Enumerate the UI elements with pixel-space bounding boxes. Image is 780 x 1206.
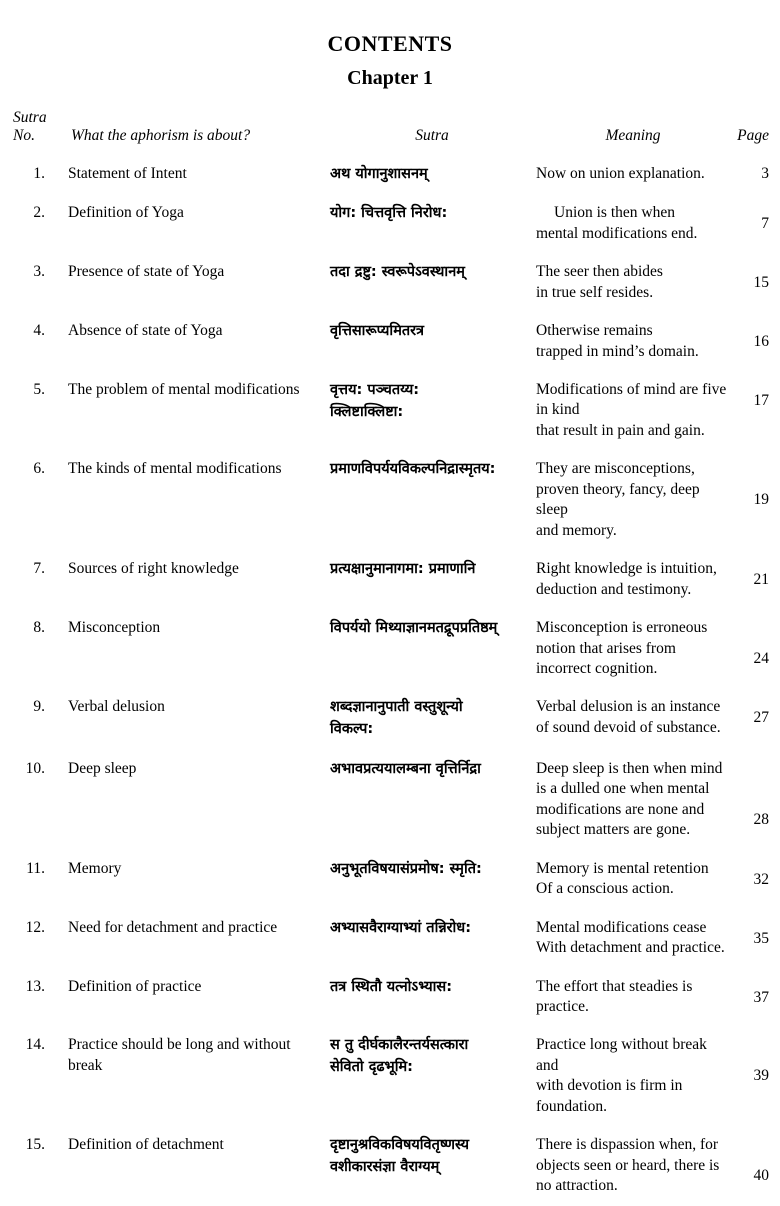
cell-sutra-text	[329, 194, 535, 253]
cell-page-number: 32	[753, 870, 769, 888]
table-row[interactable]	[9, 253, 771, 312]
meaning-line: in true self resides.	[536, 283, 654, 301]
cell-page-number: 39	[753, 1067, 769, 1085]
cell-meaning	[535, 155, 731, 195]
sutra-line: सेविताे दृढभूमि:	[330, 1059, 413, 1076]
table-row[interactable]	[9, 688, 771, 750]
meaning-line: practice.	[536, 997, 589, 1015]
sutra-line: विकल्प:	[330, 721, 374, 738]
table-row[interactable]	[9, 550, 771, 609]
meaning-line: There is dispassion when, for	[536, 1136, 719, 1154]
meaning-line: The seer then abides	[536, 263, 663, 281]
cell-meaning	[535, 550, 731, 609]
cell-sutra-text	[329, 968, 535, 1027]
column-header-page: Page	[737, 126, 769, 144]
cell-sutra-number: 3.	[33, 263, 45, 281]
cell-page-number: 19	[753, 491, 769, 509]
cell-sutra-text	[329, 850, 535, 909]
cell-page-number: 35	[753, 929, 769, 947]
cell-sutra-number: 14.	[25, 1036, 45, 1054]
cell-about: Practice should be long and without break	[68, 1036, 291, 1074]
sutra-line: वृत्तय: पञ्चतय्य:	[330, 381, 420, 398]
sutra-line: वशीकारसंज्ञा वैराग्यम्	[330, 1159, 440, 1175]
cell-page-number: 17	[753, 391, 769, 409]
cell-meaning	[535, 450, 731, 550]
cell-meaning	[535, 609, 731, 688]
table-row[interactable]	[9, 968, 771, 1027]
cell-page-number: 16	[753, 333, 769, 351]
cell-sutra-number: 4.	[33, 322, 45, 340]
meaning-line: Modifications of mind are five in kind	[536, 380, 727, 419]
cell-sutra-text	[329, 155, 535, 195]
sutra-line: योग: चित्तवृत्ति निरोध:	[330, 205, 448, 222]
meaning-line: with devotion is firm in	[536, 1077, 683, 1095]
cell-about: The problem of mental modifications	[68, 380, 300, 398]
cell-about: Definition of practice	[68, 977, 202, 995]
sutra-line: अथ योगानुशासनम्	[330, 165, 428, 182]
table-header	[9, 109, 771, 155]
meaning-line: Now on union explanation.	[536, 164, 705, 182]
cell-sutra-number: 5.	[33, 380, 45, 398]
page-title: CONTENTS	[327, 31, 453, 56]
cell-meaning	[535, 194, 731, 253]
table-row[interactable]	[9, 450, 771, 550]
cell-sutra-number: 13.	[25, 977, 45, 995]
cell-sutra-text	[329, 371, 535, 450]
meaning-line: and memory.	[536, 521, 617, 539]
meaning-line: Mental modifications cease	[536, 918, 707, 936]
cell-about: Need for detachment and practice	[68, 918, 278, 936]
cell-sutra-text	[329, 253, 535, 312]
cell-about: The kinds of mental modifications	[68, 460, 282, 478]
cell-page-number: 21	[753, 571, 769, 589]
cell-sutra-text	[329, 312, 535, 371]
cell-about: Memory	[68, 859, 122, 877]
meaning-line: objects seen or heard, there is	[536, 1156, 720, 1174]
meaning-line: Otherwise remains	[536, 322, 653, 340]
cell-page-number: 7	[761, 215, 769, 233]
cell-sutra-number: 12.	[25, 918, 45, 936]
cell-sutra-text	[329, 609, 535, 688]
meaning-line: Memory is mental retention	[536, 859, 709, 877]
cell-about: Verbal delusion	[68, 698, 165, 716]
cell-sutra-text	[329, 1026, 535, 1126]
table-row[interactable]	[9, 850, 771, 909]
cell-page-number: 15	[753, 274, 769, 292]
table-row[interactable]	[9, 750, 771, 850]
cell-sutra-number: 6.	[33, 460, 45, 478]
table-row[interactable]	[9, 909, 771, 968]
cell-sutra-number: 15.	[25, 1136, 45, 1154]
sutra-line: अभावप्रत्ययालम्बना वृत्तिर्निद्रा	[330, 760, 481, 777]
sutra-line: शब्दज्ञानानुपाती वस्तुशून्यो	[330, 699, 463, 716]
cell-meaning	[535, 968, 731, 1027]
cell-about: Presence of state of Yoga	[68, 263, 225, 281]
contents-table	[9, 109, 771, 1206]
cell-page-number: 27	[753, 709, 769, 727]
sutra-line: प्रत्यक्षानुमानागमा: प्रमाणानि	[330, 561, 476, 578]
cell-page-number: 28	[753, 810, 769, 828]
sutra-line: प्रमाणविपर्ययविकल्पनिद्रास्मृतय:	[330, 461, 496, 478]
sutra-line: स तु दीर्घकालैरन्तर्यसत्कारा	[330, 1037, 469, 1054]
cell-sutra-text	[329, 1126, 535, 1205]
cell-meaning	[535, 371, 731, 450]
sutra-line: क्लिष्टाक्लिष्टा:	[330, 403, 404, 420]
cell-page-number: 24	[753, 650, 769, 668]
meaning-line: Right knowledge is intuition,	[536, 560, 717, 578]
cell-sutra-number: 10.	[25, 759, 45, 777]
meaning-line: Deep sleep is then when mind	[536, 759, 723, 777]
sutra-line: तदा द्रष्टु: स्वरूपेऽवस्थानम्	[330, 264, 465, 281]
table-body	[9, 155, 771, 1206]
cell-meaning	[535, 688, 731, 750]
meaning-line: proven theory, fancy, deep sleep	[536, 480, 700, 519]
table-header-row	[9, 109, 771, 155]
meaning-line: that result in pain and gain.	[536, 421, 705, 439]
cell-about: Misconception	[68, 619, 161, 637]
cell-about: Absence of state of Yoga	[68, 322, 223, 340]
cell-sutra-number: 11.	[26, 859, 45, 877]
meaning-line: Verbal delusion is an instance	[536, 698, 721, 716]
meaning-line: subject matters are gone.	[536, 821, 691, 839]
table-row[interactable]	[9, 609, 771, 688]
cell-sutra-number: 2.	[33, 204, 45, 222]
meaning-line: notion that arises from	[536, 639, 676, 657]
meaning-line: no attraction.	[536, 1177, 618, 1195]
sutra-line: अभ्यासवैराग्याभ्यां तन्निरोध:	[330, 919, 471, 936]
column-header-meaning: Meaning	[605, 126, 661, 144]
cell-meaning	[535, 750, 731, 850]
cell-sutra-text	[329, 909, 535, 968]
cell-meaning	[535, 909, 731, 968]
sutra-line: दृष्टानुश्रविकविषयवितृष्णस्य	[330, 1137, 470, 1154]
cell-sutra-number: 8.	[33, 619, 45, 637]
column-header-sutra-no: Sutra No.	[13, 108, 47, 144]
chapter-title: Chapter 1	[347, 66, 433, 89]
meaning-line: Of a conscious action.	[536, 880, 674, 898]
cell-about: Statement of Intent	[68, 164, 187, 182]
cell-page-number: 40	[753, 1167, 769, 1185]
meaning-line: trapped in mind’s domain.	[536, 342, 699, 360]
sutra-line: अनुभूतविषयासंप्रमोष: स्मृति:	[330, 860, 482, 877]
cell-about: Definition of Yoga	[68, 204, 184, 222]
table-row[interactable]	[9, 312, 771, 371]
cell-about: Sources of right knowledge	[68, 560, 239, 578]
column-header-sutra: Sutra	[415, 126, 449, 144]
meaning-line: They are misconceptions,	[536, 460, 695, 478]
cell-about: Deep sleep	[68, 759, 137, 777]
meaning-line: Union is then when	[554, 204, 675, 222]
table-row[interactable]	[9, 371, 771, 450]
meaning-line: Practice long without break and	[536, 1036, 707, 1074]
table-row[interactable]	[9, 1126, 771, 1205]
cell-sutra-text	[329, 550, 535, 609]
meaning-line: modifications are none and	[536, 800, 705, 818]
meaning-line: deduction and testimony.	[536, 580, 692, 598]
sutra-line: तत्र स्थितौ यत्नोऽभ्यास:	[330, 978, 452, 995]
meaning-line: mental modifications end.	[536, 224, 698, 242]
sutra-line: वृत्तिसारूप्यमितरत्र	[330, 323, 425, 340]
meaning-line: incorrect cognition.	[536, 659, 658, 677]
cell-meaning	[535, 312, 731, 371]
meaning-line: With detachment and practice.	[536, 939, 725, 957]
cell-meaning	[535, 253, 731, 312]
cell-sutra-text	[329, 750, 535, 850]
cell-sutra-number: 9.	[33, 698, 45, 716]
cell-meaning	[535, 1126, 731, 1205]
cell-page-number: 3	[761, 164, 769, 182]
cell-sutra-text	[329, 688, 535, 750]
meaning-line: The effort that steadies is	[536, 977, 693, 995]
cell-meaning	[535, 850, 731, 909]
cell-sutra-text	[329, 450, 535, 550]
cell-sutra-number: 1.	[33, 164, 45, 182]
title-block	[0, 0, 780, 91]
table-row[interactable]	[9, 155, 771, 195]
cell-sutra-number: 7.	[33, 560, 45, 578]
meaning-line: of sound devoid of substance.	[536, 718, 721, 736]
table-row[interactable]	[9, 1026, 771, 1126]
cell-page-number: 37	[753, 988, 769, 1006]
table-row[interactable]	[9, 194, 771, 253]
sutra-line: विपर्ययो मिथ्याज्ञानमतद्रूपप्रतिष्ठम्	[330, 620, 498, 637]
cell-about: Definition of detachment	[68, 1136, 224, 1154]
column-header-about: What the aphorism is about?	[71, 126, 251, 144]
meaning-line: is a dulled one when mental	[536, 780, 710, 798]
meaning-line: foundation.	[536, 1097, 608, 1115]
cell-meaning	[535, 1026, 731, 1126]
meaning-line: Misconception is erroneous	[536, 619, 708, 637]
